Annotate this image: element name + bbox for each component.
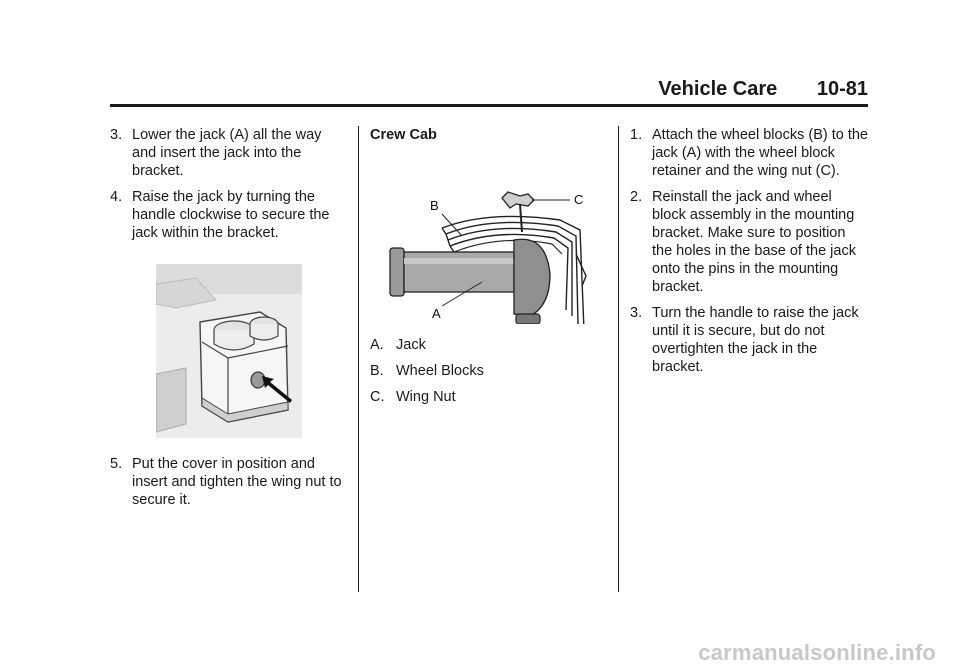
step-4: [110, 188, 348, 242]
step-2: [630, 188, 868, 296]
step-number: 5.: [110, 456, 123, 472]
column-1: [110, 126, 348, 517]
callout-a: A: [432, 306, 441, 321]
step-number: 1.: [630, 127, 643, 143]
watermark: carmanualsonline.info: [698, 640, 936, 665]
step-3: [630, 304, 868, 376]
step-number: 4.: [110, 189, 123, 205]
page-header: [110, 78, 868, 107]
step-3: [110, 126, 348, 180]
legend-item-c: [370, 388, 608, 406]
legend-text: Jack: [396, 337, 426, 353]
legend-item-b: [370, 362, 608, 380]
step-text: Attach the wheel blocks (B) to the jack (A) with the wheel block retainer and the wing nut (C).: [652, 127, 868, 179]
legend-letter: B.: [370, 363, 384, 379]
legend-letter: C.: [370, 389, 385, 405]
page-number: 10-81: [816, 78, 868, 100]
column-3: [630, 126, 868, 384]
step-text: Turn the handle to raise the jack until it is secure, but do not overtighten the jack in the bracket.: [652, 305, 859, 375]
jack-bracket-illustration: [156, 264, 302, 438]
legend-text: Wing Nut: [396, 389, 456, 405]
legend-letter: A.: [370, 337, 384, 353]
step-text: Reinstall the jack and wheel block assembly in the mounting bracket. Make sure to position the holes in the base of the jack onto the pins in the mounting bracket.: [652, 189, 856, 295]
column-2: [370, 126, 608, 414]
step-text: Lower the jack (A) all the way and insert the jack into the bracket.: [132, 127, 322, 179]
legend-text: Wheel Blocks: [396, 363, 484, 379]
step-number: 3.: [110, 127, 123, 143]
step-text: Raise the jack by turning the handle clockwise to secure the jack within the bracket.: [132, 189, 330, 241]
callout-b: B: [430, 198, 439, 213]
step-number: 2.: [630, 189, 643, 205]
step-5: [110, 455, 348, 509]
legend-item-a: [370, 336, 608, 354]
column-divider-1: [358, 126, 359, 592]
callout-c: C: [574, 192, 584, 207]
step-1: [630, 126, 868, 180]
step-number: 3.: [630, 305, 643, 321]
column-divider-2: [618, 126, 619, 592]
section-title: Vehicle Care: [658, 78, 778, 100]
step-text: Put the cover in position and insert and tighten the wing nut to secure it.: [132, 456, 342, 508]
jack-assembly-illustration: [370, 154, 610, 324]
subheading: Crew Cab: [370, 127, 437, 143]
